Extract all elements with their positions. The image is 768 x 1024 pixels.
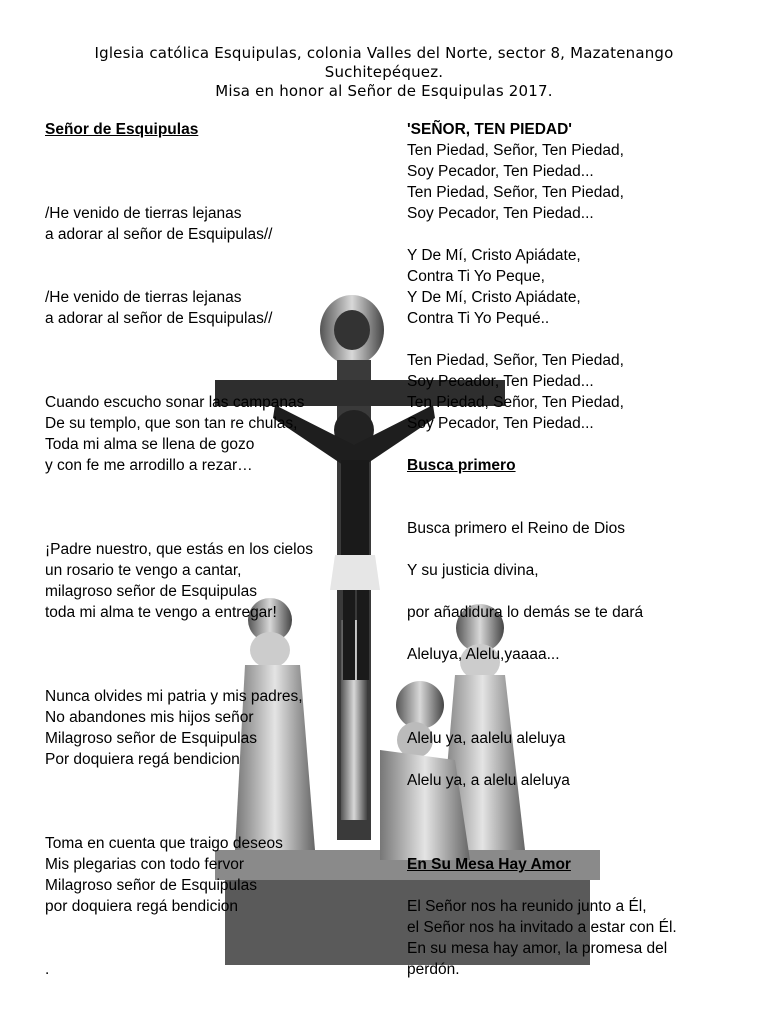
lyric-line — [407, 434, 737, 455]
lyric-line — [45, 182, 385, 203]
lyric-line — [45, 938, 385, 959]
lyric-line — [45, 329, 385, 350]
lyric-line: Busca primero el Reino de Dios — [407, 520, 625, 537]
lyric-line: perdón. — [407, 961, 460, 978]
lyric-line: Ten Piedad, Señor, Ten Piedad, — [407, 184, 624, 201]
lyric-line — [45, 644, 385, 665]
lyric-line: Ten Piedad, Señor, Ten Piedad, — [407, 394, 624, 411]
lyric-line: Milagroso señor de Esquipulas — [45, 730, 257, 747]
lyric-line: milagroso señor de Esquipulas — [45, 583, 257, 600]
lyric-line — [407, 623, 737, 644]
lyric-line: a adorar al señor de Esquipulas// — [45, 310, 273, 327]
lyric-line: Contra Ti Yo Pequé.. — [407, 310, 550, 327]
lyric-line: De su templo, que son tan re chulas, — [45, 415, 298, 432]
lyric-line: El Señor nos ha reunido junto a Él, — [407, 898, 647, 915]
section-title: 'SEÑOR, TEN PIEDAD' — [407, 121, 572, 138]
section-title: Señor de Esquipulas — [45, 121, 199, 138]
lyric-line — [407, 497, 737, 518]
lyric-line: Soy Pecador, Ten Piedad... — [407, 373, 594, 390]
lyric-line — [407, 329, 737, 350]
lyric-line — [407, 833, 737, 854]
lyric-line: Soy Pecador, Ten Piedad... — [407, 415, 594, 432]
hymn-left-column — [45, 119, 385, 980]
lyric-line: Y De Mí, Cristo Apiádate, — [407, 247, 581, 264]
lyric-line — [45, 665, 385, 686]
lyric-line: Mis plegarias con todo fervor — [45, 856, 245, 873]
lyric-line: . — [45, 961, 50, 978]
lyric-line: Milagroso señor de Esquipulas — [45, 877, 257, 894]
lyric-line — [407, 539, 737, 560]
lyric-line: por añadidura lo demás se te dará — [407, 604, 644, 621]
lyric-line — [45, 623, 385, 644]
lyric-line: Alelu ya, a alelu aleluya — [407, 772, 570, 789]
header-line-3: Misa en honor al Señor de Esquipulas 2017. — [215, 82, 553, 100]
lyric-line — [407, 581, 737, 602]
lyric-line: Aleluya, Alelu,yaaaa... — [407, 646, 560, 663]
lyric-line: Toma en cuenta que traigo deseos — [45, 835, 283, 852]
lyric-line — [45, 812, 385, 833]
lyric-line: ¡Padre nuestro, que estás en los cielos — [45, 541, 313, 558]
lyric-line: Y su justicia divina, — [407, 562, 539, 579]
lyric-line — [407, 749, 737, 770]
lyric-line — [407, 686, 737, 707]
lyric-line: un rosario te vengo a cantar, — [45, 562, 242, 579]
lyric-line: y con fe me arrodillo a rezar… — [45, 457, 253, 474]
lyric-line — [45, 371, 385, 392]
lyric-line — [45, 917, 385, 938]
lyric-line: por doquiera regá bendicion — [45, 898, 239, 915]
lyric-line: Alelu ya, aalelu aleluya — [407, 730, 566, 747]
lyric-line — [45, 266, 385, 287]
header-line-1: Iglesia católica Esquipulas, colonia Valles del Norte, sector 8, Mazatenango — [94, 44, 674, 62]
lyric-line: a adorar al señor de Esquipulas// — [45, 226, 273, 243]
lyric-line: Y De Mí, Cristo Apiádate, — [407, 289, 581, 306]
lyric-line: Por doquiera regá bendicion — [45, 751, 240, 768]
lyric-line — [45, 791, 385, 812]
lyric-line: Toda mi alma se llena de gozo — [45, 436, 255, 453]
lyric-line — [45, 770, 385, 791]
section-title: Busca primero — [407, 457, 516, 474]
lyric-line — [407, 476, 737, 497]
lyric-line: /He venido de tierras lejanas — [45, 289, 242, 306]
header-line-2: Suchitepéquez. — [324, 63, 444, 81]
section-title: En Su Mesa Hay Amor — [407, 856, 571, 873]
lyric-line — [45, 161, 385, 182]
lyric-line — [407, 812, 737, 833]
lyric-line — [45, 518, 385, 539]
lyric-line — [407, 707, 737, 728]
lyric-line: Ten Piedad, Señor, Ten Piedad, — [407, 142, 624, 159]
lyric-line: No abandones mis hijos señor — [45, 709, 254, 726]
lyric-line — [407, 224, 737, 245]
lyric-line: Nunca olvides mi patria y mis padres, — [45, 688, 303, 705]
lyric-line: En su mesa hay amor, la promesa del — [407, 940, 668, 957]
lyric-line: Contra Ti Yo Peque, — [407, 268, 545, 285]
lyric-line: el Señor nos ha invitado a estar con Él. — [407, 919, 677, 936]
lyric-line — [45, 497, 385, 518]
document-header — [0, 44, 768, 101]
lyric-line — [407, 791, 737, 812]
lyric-line: Ten Piedad, Señor, Ten Piedad, — [407, 352, 624, 369]
lyric-line — [45, 476, 385, 497]
lyric-line: /He venido de tierras lejanas — [45, 205, 242, 222]
lyric-line: toda mi alma te vengo a entregar! — [45, 604, 277, 621]
lyric-line — [45, 140, 385, 161]
hymn-right-column — [407, 119, 737, 980]
lyric-line — [45, 245, 385, 266]
lyric-line: Soy Pecador, Ten Piedad... — [407, 163, 594, 180]
lyric-line — [407, 875, 737, 896]
lyric-line — [45, 350, 385, 371]
lyric-line — [407, 665, 737, 686]
lyric-line: Soy Pecador, Ten Piedad... — [407, 205, 594, 222]
lyric-line: Cuando escucho sonar las campanas — [45, 394, 305, 411]
